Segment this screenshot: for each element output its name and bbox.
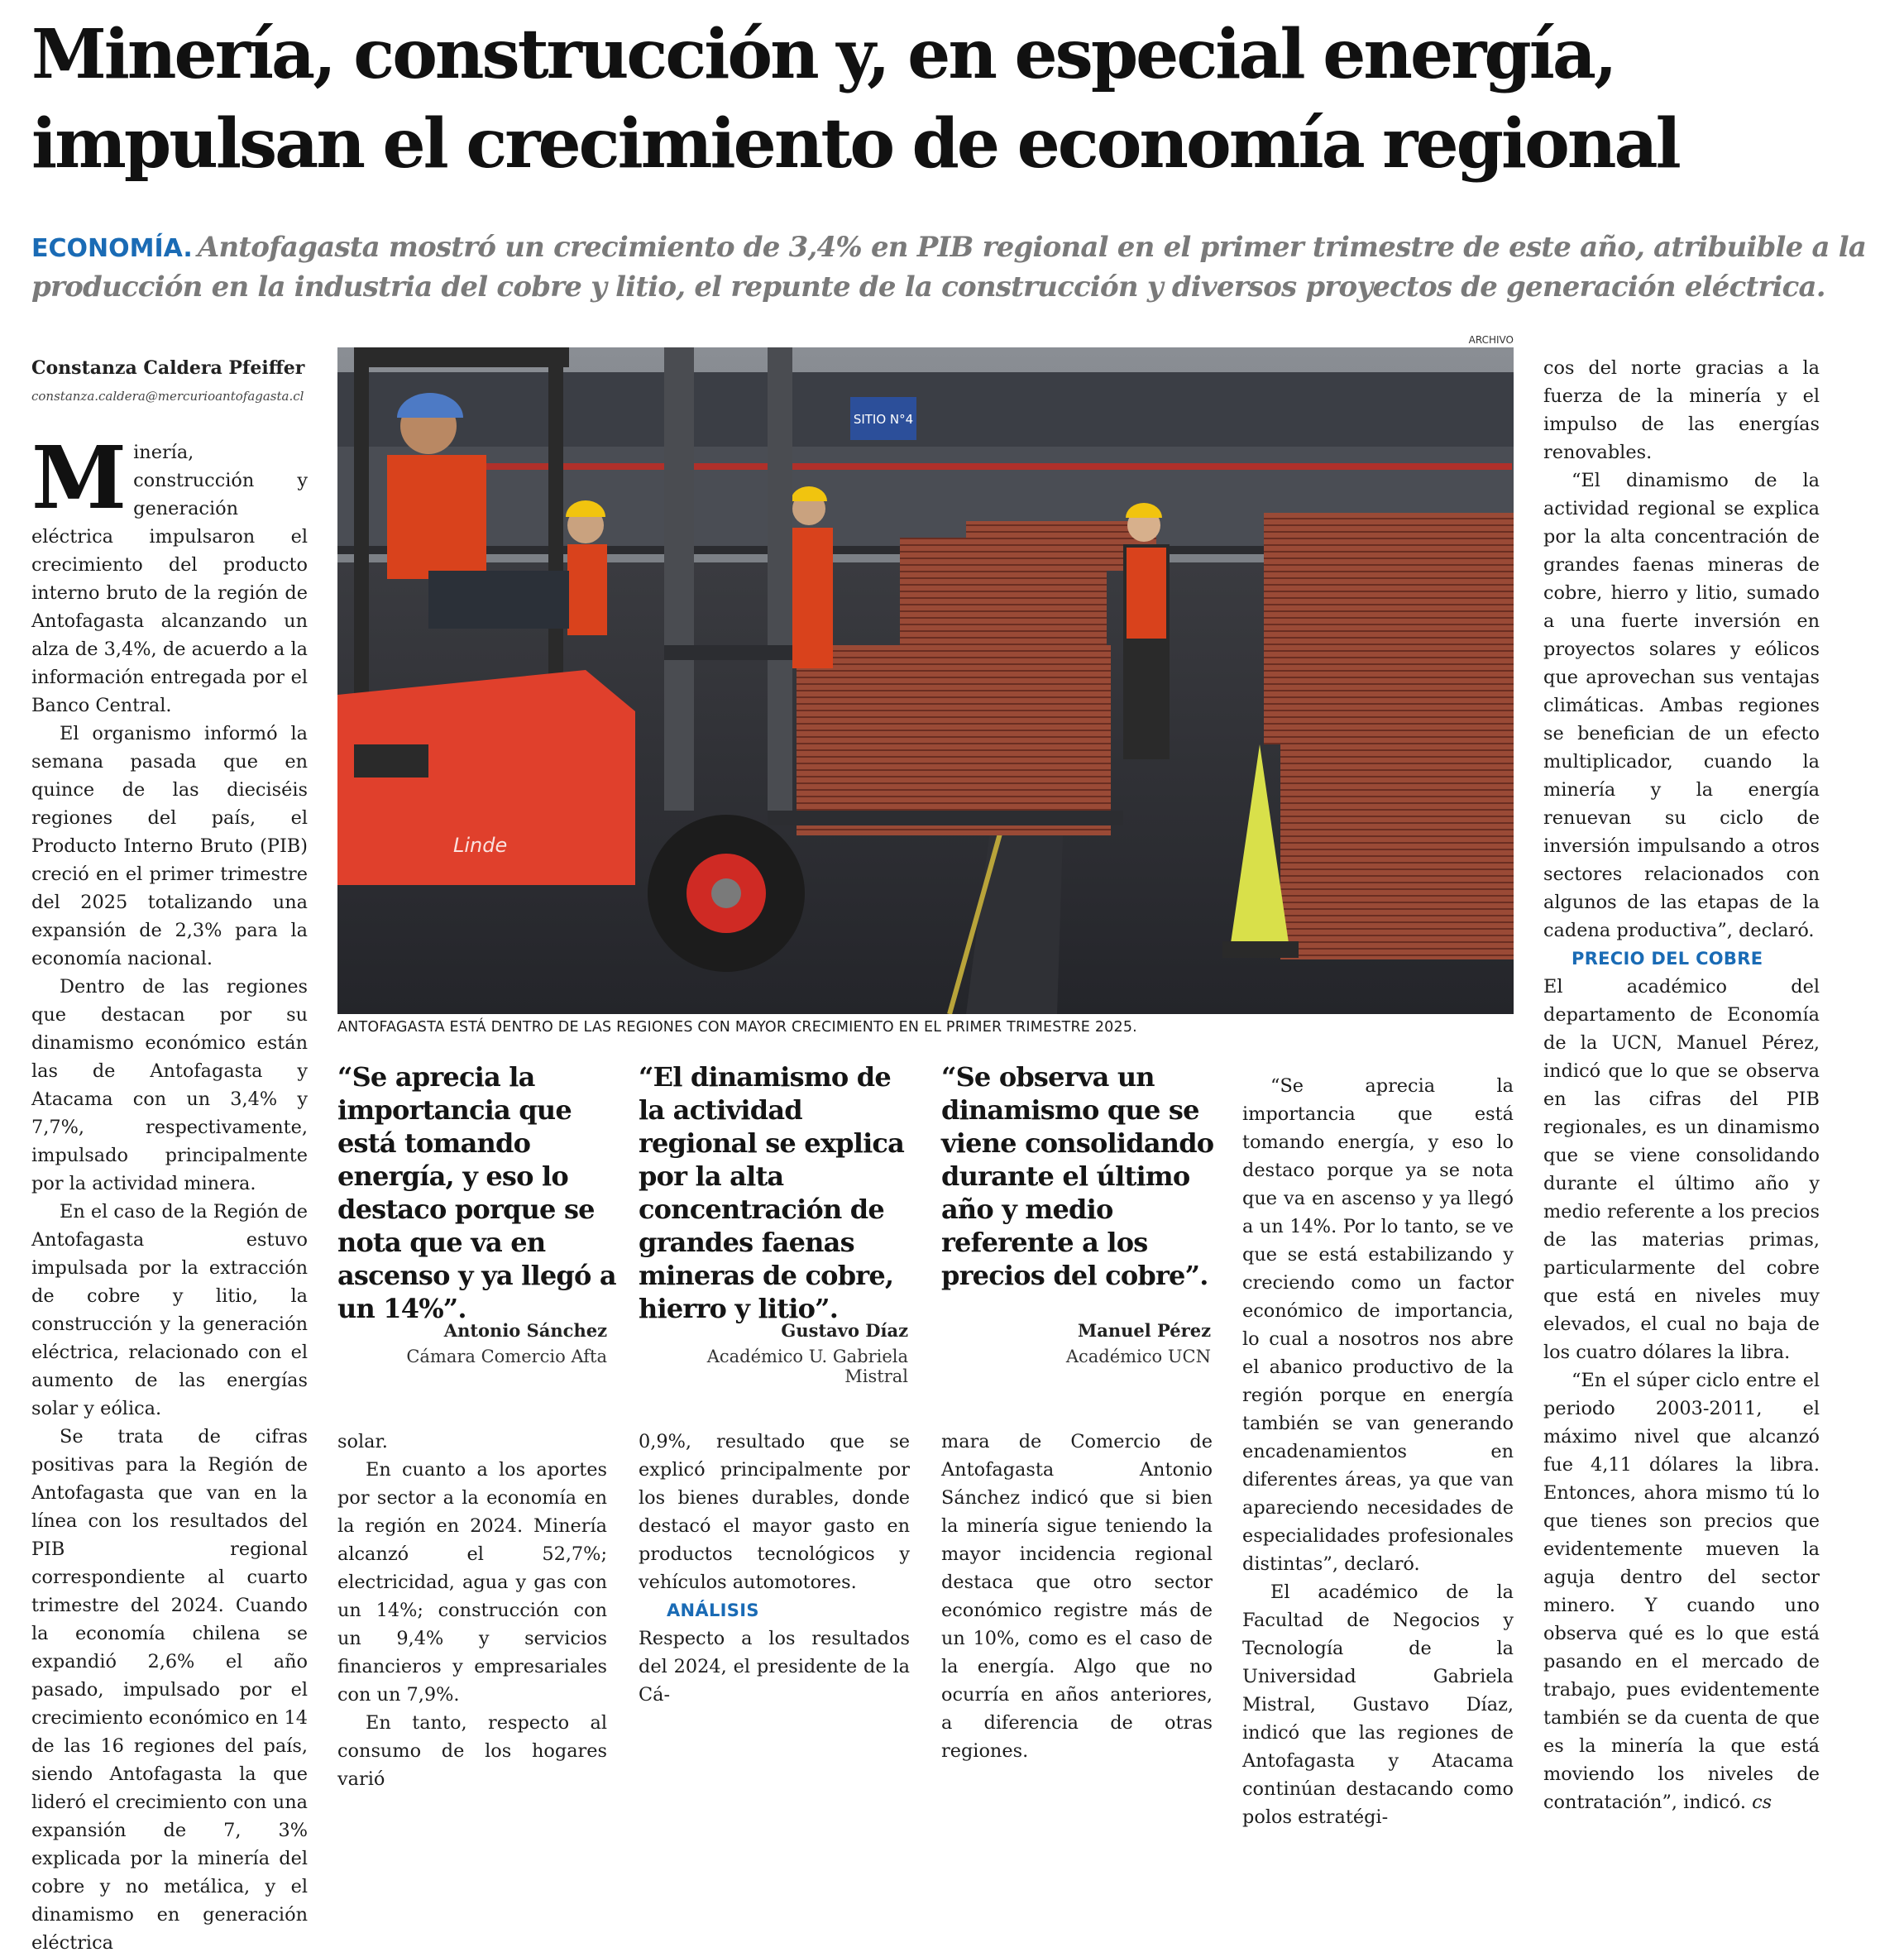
body-paragraph: 0,9%, resultado que se explicó principalmente por los bienes durables, donde destacó el mayor gasto en productos tecnológicos y vehículos automotores. — [639, 1431, 910, 1593]
quote-1-role: Cámara Comercio Afta — [406, 1347, 607, 1366]
quote-2-name: Gustavo Díaz — [781, 1320, 908, 1341]
body-column-1 — [31, 427, 308, 1957]
section-label: ECONOMÍA. — [31, 234, 193, 263]
body-paragraph: Respecto a los resultados del 2024, el presidente de la Cá- — [639, 1628, 910, 1706]
author-byline: Constanza Caldera Pfeiffer — [31, 357, 305, 379]
body-paragraph: En cuanto a los aportes por sector a la economía en la región en 2024. Minería alcanzó el 52,7%; electricidad, agua y gas con un 14%; construcción con un 9,4% y servicios financieros y empresariales con un 7,9%. — [337, 1459, 607, 1706]
body-paragraph: Minería, construcción y generación eléctrica impulsaron el crecimiento del producto interno bruto de la región de Antofagasta alcanzando un alza de 3,4%, de acuerdo a la información entregada por el Banco Central. — [31, 427, 308, 716]
forklift-copper-scene-illustration — [337, 347, 1514, 1014]
pull-quote-1: “Se aprecia la importancia que está tomando energía, y eso lo destaco porque se nota que va en ascenso y ya llegó a un 14%”. — [337, 1061, 616, 1324]
quote-1-name: Antonio Sánchez — [443, 1320, 607, 1341]
body-paragraph: Se trata de cifras positivas para la Región de Antofagasta que van en la línea con los resultados del PIB regional correspondiente al cuarto trimestre del 2024. Cuando la economía chilena se expandió 2,6% el año pasado, impulsado por el crecimiento económico en 14 de las 16 regiones del país, siendo Antofagasta la que lideró el crecimiento con una expansión de 7, 3% explicada por la minería del cobre y no metálica, y el dinamismo en generación eléctrica — [31, 1426, 308, 1954]
pull-quote-3: “Se observa un dinamismo que se viene consolidando durante el último año y medio referente a los precios del cobre”. — [941, 1061, 1214, 1291]
drop-cap: M — [31, 427, 127, 529]
subhead-analisis: ANÁLISIS — [667, 1601, 759, 1620]
headline: Minería, construcción y, en especial energía, impulsan el crecimiento de economía regional — [31, 15, 1679, 184]
body-paragraph: “En el súper ciclo entre el periodo 2003-2011, el máximo nivel que alcanzó fue 4,11 dólares la libra. Entonces, ahora mismo tú lo que tienes son precios que evidentemente mueven la aguja dentro del sector minero. Y cuando uno observa qué es lo que está pasando en el mercado de trabajo, pues evidentemente también se da cuenta de que es la minería la que está moviendo los niveles de contratación”, indicó. cs — [1543, 1370, 1820, 1813]
body-paragraph: mara de Comercio de Antofagasta Antonio Sánchez indicó que si bien la minería sigue teniendo la mayor incidencia regional destaca que otro sector económico registre más de un 10%, como es el caso de la energía. Algo que no ocurría en años anteriores, a diferencia de otras regiones. — [941, 1431, 1213, 1762]
subhead-precio-del-cobre: PRECIO DEL COBRE — [1572, 949, 1763, 969]
body-column-5 — [1242, 1072, 1514, 1831]
author-email[interactable]: constanza.caldera@mercurioantofagasta.cl — [31, 389, 304, 404]
body-paragraph: En tanto, respecto al consumo de los hogares varió — [337, 1712, 607, 1790]
dock-sign: SITIO N°4 — [853, 412, 914, 427]
body-column-3 — [639, 1428, 910, 1709]
quote-3-name: Manuel Pérez — [1078, 1320, 1211, 1341]
body-paragraph: cos del norte gracias a la fuerza de la minería y el impulso de las energías renovables. — [1543, 357, 1820, 463]
body-paragraph: El organismo informó la semana pasada que en quince de las dieciséis regiones del país, el Producto Interno Bruto (PIB) creció en el primer trimestre del 2025 totalizando una expansión de 2,3% para la economía nacional. — [31, 723, 308, 969]
pull-quote-2: “El dinamismo de la actividad regional se explica por la alta concentración de grandes faenas mineras de cobre, hierro y litio”. — [639, 1061, 905, 1324]
body-paragraph: “Se aprecia la importancia que está tomando energía, y eso lo destaco porque ya se nota que va en ascenso y ya llegó a un 14%. Por lo tanto, se ve que se está estabilizando y creciendo como un factor económico de importancia, lo cual a nosotros nos abre el abanico productivo de la región porque en energía también se van generando encadenamientos en diferentes áreas, ya que van apareciendo necesidades de especialidades profesionales distintas”, declaró. — [1242, 1075, 1514, 1575]
body-paragraph: solar. — [337, 1431, 388, 1452]
body-paragraph: Dentro de las regiones que destacan por su dinamismo económico están las de Antofagasta y Atacama con un 3,4% y 7,7%, respectivamente, impulsado principalmente por la actividad minera. — [31, 976, 308, 1194]
body-paragraph: El académico del departamento de Economía de la UCN, Manuel Pérez, indicó que lo que se observa en las cifras del PIB regionales, es un dinamismo que se viene consolidando durante el último año y medio referente a los precios de las materias primas, particularmente del cobre que está en niveles muy elevados, el cual no baja de los cuatro dólares la libra. — [1543, 976, 1820, 1363]
quote-2-role: Académico U. Gabriela Mistral — [706, 1347, 908, 1386]
article-photo — [337, 347, 1514, 1014]
deck — [31, 228, 1884, 307]
body-paragraph: El académico de la Facultad de Negocios y Tecnología de la Universidad Gabriela Mistral, Gustavo Díaz, indicó que las regiones de Antofagasta y Atacama continúan destacando como polos estratégi- — [1242, 1581, 1514, 1828]
body-column-2 — [337, 1428, 607, 1793]
body-paragraph: En el caso de la Región de Antofagasta estuvo impulsada por la extracción de cobre y litio, la construcción y la generación eléctrica, relacionado con el aumento de las energías solar y eólica. — [31, 1201, 308, 1419]
body-paragraph: “El dinamismo de la actividad regional se explica por la alta concentración de grandes faenas mineras de cobre, hierro y litio, sumado a una fuerte inversión en proyectos solares y eólicos que aprovechan sus ventajas climáticas. Ambas regiones se benefician de un efecto multiplicador, cuando la minería y la energía renuevan su ciclo de inversión impulsando a otros sectores relacionados con algunos de las etapas de la cadena productiva”, declaró. — [1543, 470, 1820, 941]
body-column-6 — [1543, 354, 1820, 1816]
deck-text: Antofagasta mostró un crecimiento de 3,4% en PIB regional en el primer trimestre de este año, atribuible a la producción en la industria del cobre y litio, el repunte de la construcción y diversos proyectos de generación eléctrica. — [31, 231, 1867, 304]
end-mark-icon: cs — [1752, 1792, 1772, 1813]
photo-caption: ANTOFAGASTA ESTÁ DENTRO DE LAS REGIONES CON MAYOR CRECIMIENTO EN EL PRIMER TRIMESTRE 2025. — [337, 1019, 1137, 1036]
quote-3-role: Académico UCN — [1065, 1347, 1211, 1366]
forklift-logo: Linde — [453, 834, 508, 857]
photo-credit: ARCHIVO — [1468, 334, 1514, 346]
